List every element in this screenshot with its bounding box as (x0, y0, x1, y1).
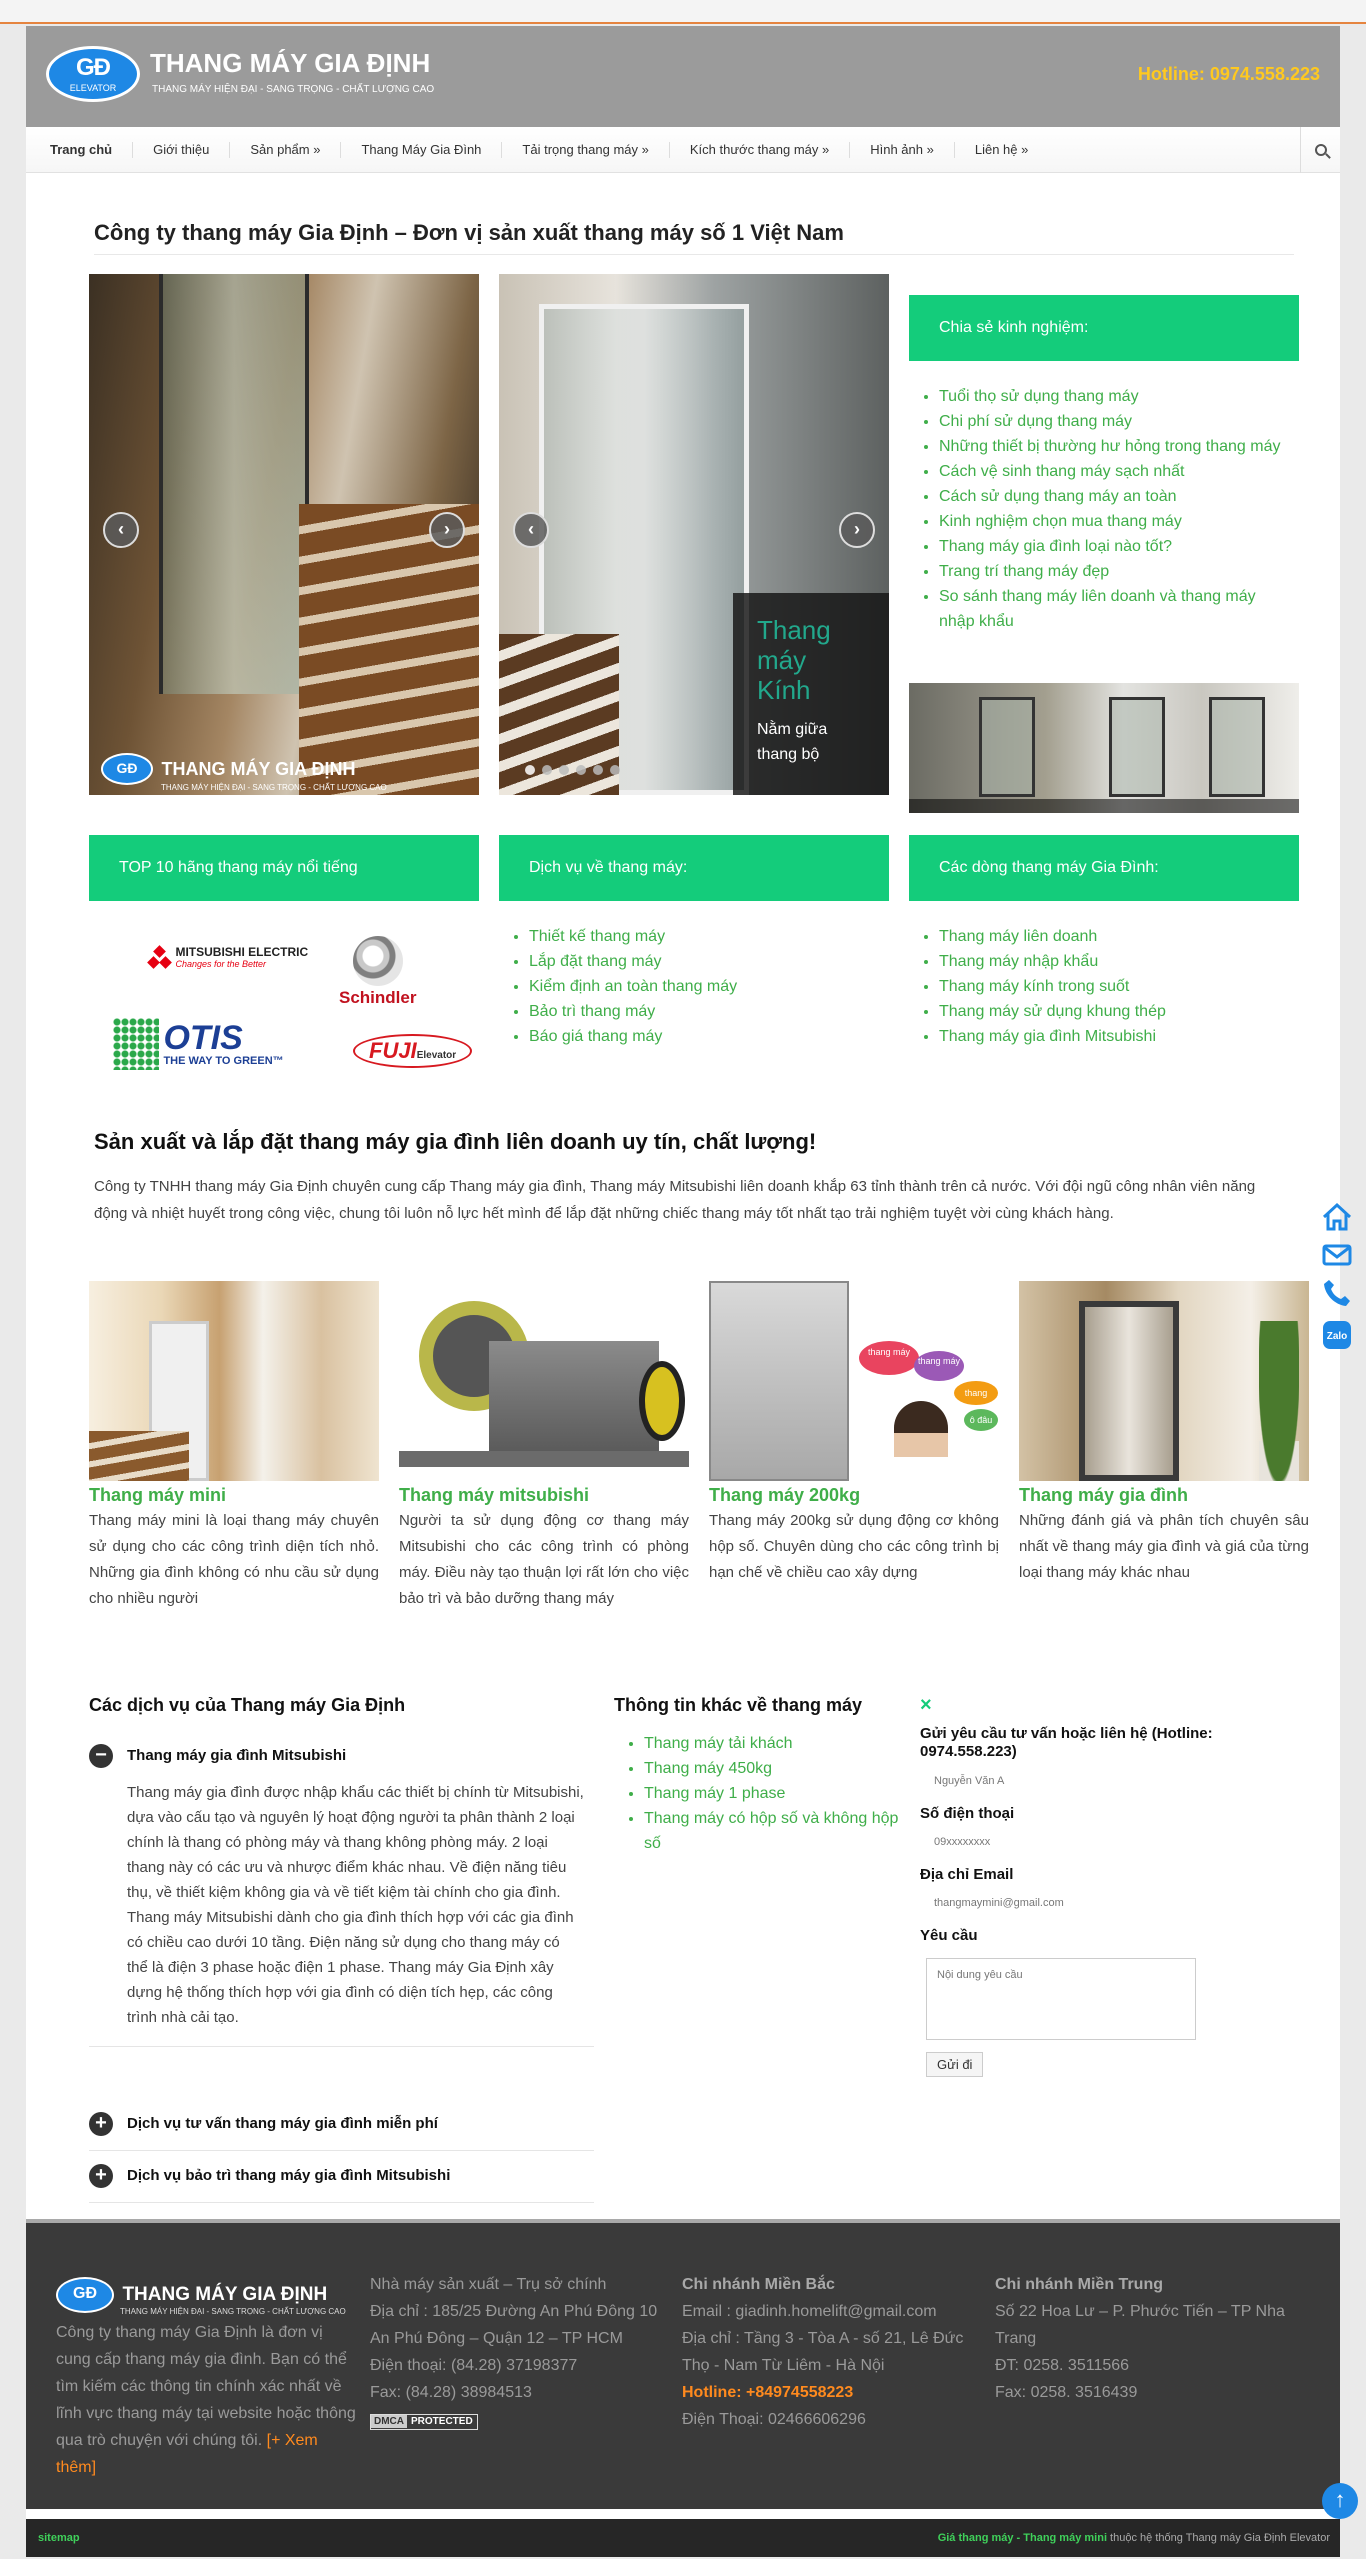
footer-hq (370, 2271, 660, 2433)
slider-1-prev-button[interactable]: ‹ (103, 512, 139, 548)
schindler-ring-icon (353, 936, 403, 986)
logo-initials: GĐ (76, 54, 110, 81)
nav-item-images[interactable]: Hình ảnh » (850, 142, 955, 158)
submit-button[interactable]: Gửi đi (926, 2052, 983, 2077)
line-link[interactable]: • Thang máy liên doanh (939, 924, 1289, 949)
slide-stairs (299, 504, 479, 795)
close-icon[interactable]: × (920, 1694, 932, 1716)
services-heading: Dịch vụ về thang máy: (499, 835, 889, 901)
contact-form (920, 1694, 1220, 2077)
product-bubble: ô đâu (964, 1409, 998, 1431)
slider-dot[interactable] (593, 765, 603, 775)
product-card (1019, 1281, 1309, 1586)
otis-logo[interactable] (113, 1018, 284, 1070)
site-header (26, 26, 1340, 127)
banner-lift-shape (979, 697, 1035, 797)
page-container (26, 26, 1340, 2557)
experience-heading: Chia sẻ kinh nghiệm: (909, 295, 1299, 361)
slider-1-next-button[interactable]: › (429, 512, 465, 548)
slide-caption (733, 593, 889, 795)
slide-logo-subtitle: THANG MÁY HIỆN ĐẠI - SANG TRỌNG - CHẤT LƯỢNG CAO (161, 783, 387, 792)
product-description: Người ta sử dụng động cơ thang máy Mitsubishi cho các công trình có phòng máy. Điều này tạo thuận lợi rất lớn cho việc bảo trì và bảo dưỡng thang máy (399, 1512, 689, 1607)
phone-label: Số điện thoại (920, 1805, 1015, 1822)
footer-logo-title: THANG MÁY GIA ĐỊNH (122, 2284, 328, 2305)
footer-north-phone: Điện Thoại: 02466606296 (682, 2411, 866, 2428)
line-link[interactable]: • Thang máy gia đình Mitsubishi (939, 1024, 1289, 1049)
phone-input[interactable]: 09xxxxxxxx (934, 1836, 991, 1848)
experience-link[interactable]: • Chi phí sử dụng thang máy (939, 409, 1289, 434)
nav-item-size[interactable]: Kích thước thang máy » (670, 142, 850, 158)
footer-north-title: Chi nhánh Miền Bắc (682, 2276, 835, 2293)
lines-list (909, 924, 1289, 1049)
info-link[interactable]: • Thang máy 450kg (644, 1756, 899, 1781)
slider-dots (525, 765, 620, 775)
slide-logo-mark: GĐ (101, 753, 153, 785)
fuji-name: FUJI (369, 1038, 417, 1063)
product-card (399, 1281, 689, 1612)
service-link[interactable]: • Lắp đặt thang máy (529, 949, 879, 974)
product-card (89, 1281, 379, 1612)
product-image[interactable] (1019, 1281, 1309, 1481)
product-image[interactable] (709, 1281, 999, 1481)
footer-north-hotline[interactable]: Hotline: +84974558223 (682, 2384, 854, 2401)
slider-2-next-button[interactable]: › (839, 512, 875, 548)
bottom-credit-text: thuộc hệ thống Thang máy Gia Định Elevator (1107, 2532, 1330, 2544)
search-icon (1315, 144, 1327, 156)
otis-name: OTIS (163, 1019, 243, 1057)
fuji-tagline: Elevator (416, 1050, 457, 1061)
intro-text: Công ty TNHH thang máy Gia Định chuyên cung cấp Thang máy gia đình, Thang máy Mitsubishi liên doanh khắp 63 tỉnh thành trên cả nước. Với đội ngũ công nhân viên năng động và nhiệt huyết trong công việc, chung tôi luôn nỗ lực hết mình để lắp đặt những chiếc thang máy tốt nhất tạo trải nghiệm tuyệt vời cùng khách hàng. (94, 1178, 1256, 1222)
lines-heading: Các dòng thang máy Gia Đình: (909, 835, 1299, 901)
footer-more-link[interactable]: [+ Xem thêm] (56, 2432, 318, 2476)
bottom-bar (26, 2519, 1340, 2557)
slider-dot[interactable] (559, 765, 569, 775)
intro-title: Sản xuất và lắp đặt thang máy gia đình liên doanh uy tín, chất lượng! (94, 1129, 817, 1154)
product-bubble: thang máy (914, 1351, 964, 1381)
nav-search-button[interactable] (1300, 127, 1340, 173)
footer-logo-subtitle: THANG MÁY HIỆN ĐẠI - SANG TRỌNG - CHẤT LƯỢNG CAO (120, 2307, 346, 2316)
info-list (614, 1731, 899, 1856)
schindler-name: Schindler (339, 988, 417, 1007)
experience-link[interactable]: • Những thiết bị thường hư hỏng trong thang máy (939, 434, 1289, 459)
site-logo[interactable] (46, 44, 466, 110)
scroll-to-top-button[interactable]: ↑ (1322, 2483, 1358, 2519)
banner-lift-shape (1109, 697, 1165, 797)
mitsubishi-logo[interactable] (149, 946, 308, 970)
name-input[interactable]: Nguyễn Văn A (934, 1775, 1005, 1787)
bottom-credits (938, 2519, 1330, 2557)
slider-2-prev-button[interactable]: ‹ (513, 512, 549, 548)
accordion-body: Thang máy gia đình được nhập khẩu các thiết bị chính từ Mitsubishi, dựa vào cấu tạo và nguyên lý hoạt động người ta phân thành 2 loại chính là thang có phòng máy và thang không phòng máy. 2 loại thang này có các ưu và nhược điểm khác nhau. Về điện năng tiêu thụ, về thiết kiệm không gia và về tiết kiệm tài chính cho gia đình. Thang máy Mitsubishi dành cho gia đình thích hợp với các gia đình có chiều cao dưới 10 tầng. Điện năng sử dụng cho thang máy có thể là điện 3 phase hoặc điện 1 phase. Thang máy Gia Định xây dựng hệ thống thích hợp với gia đình có diện tích hẹp, các công trình nhà cải tạo. (127, 1784, 584, 2026)
mail-icon[interactable] (1320, 1238, 1354, 1272)
product-description: Thang máy mini là loại thang máy chuyên sử dụng cho các công trình diện tích nhỏ. Những gia đình không có nhu cầu sử dụng cho nhiều người (89, 1512, 379, 1607)
otis-dots-icon (113, 1018, 159, 1070)
nav-item-products[interactable]: Sản phẩm » (230, 142, 341, 158)
mitsubishi-tagline: Changes for the Better (175, 959, 267, 969)
product-card (709, 1281, 999, 1586)
top-accent-line (0, 0, 1366, 24)
footer-hq-title: Nhà máy sản xuất – Trụ sở chính (370, 2276, 607, 2293)
image-slider-2[interactable] (499, 274, 889, 795)
fuji-logo[interactable] (353, 1034, 472, 1068)
mitsubishi-diamond-icon (149, 947, 171, 969)
dmca-right: PROTECTED (411, 2416, 473, 2427)
schindler-logo[interactable] (339, 936, 416, 1008)
footer-central-address: Số 22 Hoa Lư – P. Phước Tiến – TP Nha Trang (995, 2303, 1285, 2347)
experience-banner-image[interactable] (909, 683, 1299, 813)
footer-north (682, 2271, 972, 2433)
product-bubble: thang máy (859, 1341, 919, 1375)
nav-item-family-elevator[interactable]: Thang Máy Gia Đình (341, 142, 502, 158)
title-divider (94, 254, 1294, 255)
accordion-toggle[interactable] (89, 1744, 594, 1768)
product-name[interactable]: Thang máy gia đình (1019, 1485, 1189, 1505)
info-link[interactable]: • Thang máy 1 phase (644, 1781, 899, 1806)
site-footer (26, 2219, 1340, 2509)
product-name[interactable]: Thang máy mini (89, 1485, 227, 1505)
product-description: Thang máy 200kg sử dụng động cơ không hộp số. Chuyên dùng cho các công trình bị hạn chế về chiều cao xây dựng (709, 1512, 999, 1581)
slider-dot[interactable] (525, 765, 535, 775)
product-name[interactable]: Thang máy 200kg (709, 1485, 861, 1505)
accordion-item (89, 2112, 594, 2151)
otis-tagline: THE WAY TO GREEN™ (163, 1055, 284, 1067)
slide-caption-subtitle: Nằm giữa thang bộ (757, 721, 828, 763)
nav-item-home[interactable]: Trang chủ (30, 142, 133, 158)
accordion-label: Dịch vụ bảo trì thang máy gia đình Mitsubishi (127, 2167, 451, 2184)
accordion-item-open (89, 1744, 594, 2047)
footer-central-fax: Fax: 0258. 3516439 (995, 2384, 1138, 2401)
footer-north-email[interactable]: Email : giadinh.homelift@gmail.com (682, 2303, 937, 2320)
product-bubble: thang (954, 1381, 998, 1405)
request-textarea[interactable]: Nội dung yêu cầu (926, 1958, 1196, 2040)
experience-link[interactable]: • Thang máy gia đình loại nào tốt? (939, 534, 1289, 559)
experience-link[interactable]: • Trang trí thang máy đẹp (939, 559, 1289, 584)
line-link[interactable]: • Thang máy nhập khẩu (939, 949, 1289, 974)
product-name[interactable]: Thang máy mitsubishi (399, 1485, 590, 1505)
bottom-credit-links[interactable]: Giá thang máy - Thang máy mini (937, 2532, 1107, 2544)
phone-icon[interactable] (1320, 1276, 1354, 1310)
expand-icon: + (89, 2164, 113, 2188)
accordion-item (89, 2164, 594, 2203)
footer-description (56, 2319, 356, 2481)
logo-elevator-text: ELEVATOR (69, 83, 117, 93)
banner-caption-bar (909, 799, 1299, 813)
footer-description-text: Công ty thang máy Gia Định là đơn vị cung cấp thang máy gia đình. Bạn có thể tìm kiếm các thông tin chính xác nhất về lĩnh vực thang máy tại website hoặc thông qua trò chuyện với chúng tôi. (56, 2324, 356, 2449)
service-link[interactable]: • Bảo trì thang máy (529, 999, 879, 1024)
brand-logos (89, 926, 479, 1096)
logo-title: THANG MÁY GIA ĐỊNH (150, 48, 431, 78)
line-link[interactable]: • Thang máy sử dụng khung thép (939, 999, 1289, 1024)
nav-item-about[interactable]: Giới thiệu (133, 142, 230, 158)
collapse-icon: − (89, 1744, 113, 1768)
dmca-left: DMCA (371, 2415, 407, 2428)
slide-caption-title: Thang máy Kính (757, 615, 831, 705)
info-title: Thông tin khác về thang máy (614, 1695, 863, 1715)
footer-logo[interactable] (56, 2277, 346, 2316)
footer-central-title: Chi nhánh Miền Trung (995, 2276, 1163, 2293)
line-link[interactable]: • Thang máy kính trong suốt (939, 974, 1289, 999)
mitsubishi-name: MITSUBISHI ELECTRIC (175, 945, 309, 959)
email-label: Địa chỉ Email (920, 1866, 1014, 1883)
slide-watermark-logo (101, 753, 387, 792)
accordion-toggle[interactable] (89, 2112, 594, 2136)
header-hotline[interactable]: Hotline: 0974.558.223 (1137, 64, 1320, 84)
form-title: Gửi yêu cầu tư vấn hoặc liên hệ (Hotline: 0974.558.223) (920, 1725, 1213, 1760)
product-image[interactable] (399, 1281, 689, 1481)
experience-link[interactable]: • Tuổi thọ sử dụng thang máy (939, 384, 1289, 409)
footer-hq-phone: Điện thoại: (84.28) 37198377 (370, 2357, 578, 2374)
slide-elevator-glass (159, 274, 309, 694)
experience-link[interactable]: • Kinh nghiệm chọn mua thang máy (939, 509, 1289, 534)
logo-subtitle: THANG MÁY HIỆN ĐẠI - SANG TRỌNG - CHẤT LƯỢNG CAO (152, 84, 435, 95)
expand-icon: + (89, 2112, 113, 2136)
slider-dot[interactable] (576, 765, 586, 775)
slider-dot[interactable] (610, 765, 620, 775)
accordion-label: Dịch vụ tư vấn thang máy gia đình miễn phí (127, 2115, 438, 2132)
image-slider-1[interactable] (89, 274, 479, 795)
footer-north-address: Địa chỉ : Tầng 3 - Tòa A - số 21, Lê Đức Thọ - Nam Từ Liêm - Hà Nội (682, 2330, 964, 2374)
main-nav (26, 127, 1340, 173)
footer-central (995, 2271, 1295, 2406)
info-link[interactable]: • Thang máy có hộp số và không hộp số (644, 1806, 899, 1856)
experience-link[interactable]: • Cách vệ sinh thang máy sạch nhất (939, 459, 1289, 484)
slide-logo-title: THANG MÁY GIA ĐỊNH (161, 758, 356, 779)
service-link[interactable]: • Báo giá thang máy (529, 1024, 879, 1049)
experience-list (909, 384, 1289, 634)
home-icon[interactable] (1320, 1200, 1354, 1234)
service-link[interactable]: • Thiết kế thang máy (529, 924, 879, 949)
services-accordion-title: Các dịch vụ của Thang máy Gia Định (89, 1695, 406, 1715)
experience-link[interactable]: • So sánh thang máy liên doanh và thang máy nhập khẩu (939, 584, 1289, 634)
experience-link[interactable]: • Cách sử dụng thang máy an toàn (939, 484, 1289, 509)
service-link[interactable]: • Kiểm định an toàn thang máy (529, 974, 879, 999)
product-image[interactable] (89, 1281, 379, 1481)
top10-heading: TOP 10 hãng thang máy nổi tiếng (89, 835, 479, 901)
accordion-toggle[interactable] (89, 2164, 594, 2188)
page-title: Công ty thang máy Gia Định – Đơn vị sản xuất thang máy số 1 Việt Nam (94, 220, 844, 245)
footer-central-phone: ĐT: 0258. 3511566 (995, 2357, 1130, 2374)
dmca-badge[interactable] (370, 2414, 478, 2430)
email-input[interactable]: thangmaymini@gmail.com (934, 1897, 1064, 1909)
slider-dot[interactable] (542, 765, 552, 775)
services-list (499, 924, 879, 1049)
zalo-icon[interactable] (1320, 1318, 1354, 1352)
info-link[interactable]: • Thang máy tải khách (644, 1731, 899, 1756)
nav-item-load[interactable]: Tải trọng thang máy » (502, 142, 669, 158)
logo-mark (46, 46, 140, 102)
product-description: Những đánh giá và phân tích chuyên sâu nhất về thang máy gia đình và giá của từng loại thang máy khác nhau (1019, 1512, 1309, 1581)
sitemap-link[interactable]: sitemap (38, 2532, 80, 2544)
request-label: Yêu cầu (920, 1927, 978, 1944)
footer-hq-fax: Fax: (84.28) 38984513 (370, 2384, 532, 2401)
banner-lift-shape (1209, 697, 1265, 797)
footer-logo-mark: GĐ (56, 2277, 114, 2313)
nav-item-contact[interactable]: Liên hệ » (974, 142, 1029, 157)
accordion-label: Thang máy gia đình Mitsubishi (127, 1747, 347, 1764)
footer-hq-address: Địa chỉ : 185/25 Đường An Phú Đông 10 An Phú Đông – Quận 12 – TP HCM (370, 2303, 658, 2347)
zalo-label: Zalo (1326, 1331, 1348, 1342)
